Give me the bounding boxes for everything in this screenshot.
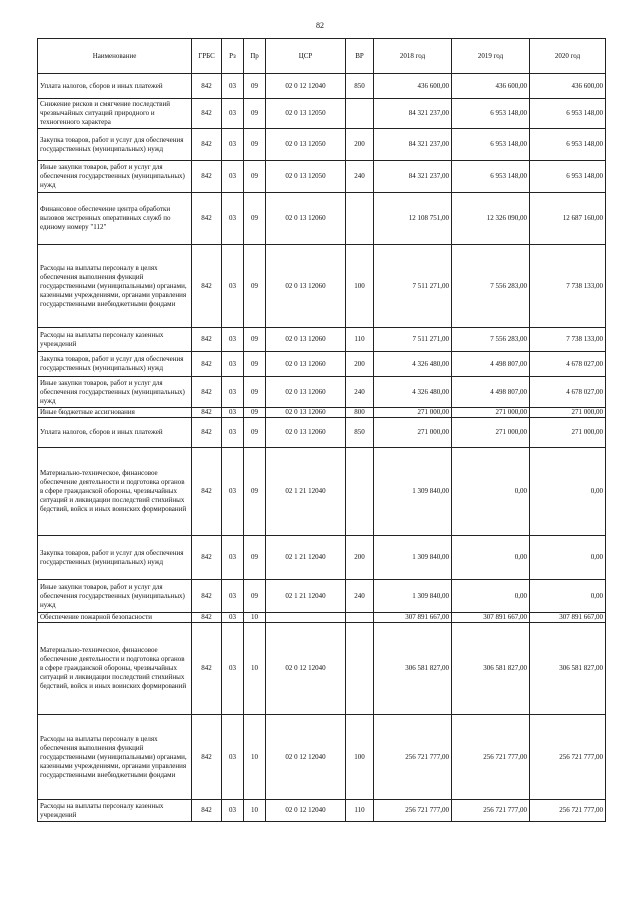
row-name-cell: Иные закупки товаров, работ и услуг для обеспечения государственных (муниципальных) нужд bbox=[38, 580, 192, 613]
row-rz-cell: 03 bbox=[222, 580, 244, 613]
row-grbs-cell: 842 bbox=[192, 715, 222, 800]
row-vr-cell bbox=[346, 193, 374, 245]
row-name-cell: Иные закупки товаров, работ и услуг для обеспечения государственных (муниципальных) нужд bbox=[38, 377, 192, 408]
row-2018-cell: 4 326 480,00 bbox=[374, 352, 452, 377]
row-vr-cell: 200 bbox=[346, 536, 374, 580]
table-row bbox=[38, 536, 606, 580]
row-grbs-cell: 842 bbox=[192, 99, 222, 129]
row-2019-cell: 7 556 283,00 bbox=[452, 328, 530, 352]
row-2019-cell: 256 721 777,00 bbox=[452, 800, 530, 822]
table-row bbox=[38, 580, 606, 613]
row-rz-cell: 03 bbox=[222, 800, 244, 822]
row-2019-cell: 4 498 807,00 bbox=[452, 377, 530, 408]
row-rz-cell: 03 bbox=[222, 193, 244, 245]
row-pr-cell: 09 bbox=[244, 193, 266, 245]
row-grbs-cell: 842 bbox=[192, 800, 222, 822]
row-name-cell: Финансовое обеспечение центра обработки вызовов экстренных оперативных служб по единому номеру "112" bbox=[38, 193, 192, 245]
row-2018-cell: 271 000,00 bbox=[374, 418, 452, 448]
row-pr-cell: 10 bbox=[244, 623, 266, 715]
row-csr-cell: 02 0 13 12050 bbox=[266, 161, 346, 193]
table-row bbox=[38, 448, 606, 536]
row-2020-cell: 4 678 027,00 bbox=[530, 352, 606, 377]
row-2018-cell: 84 321 237,00 bbox=[374, 99, 452, 129]
header-rz: Рз bbox=[222, 39, 244, 74]
row-2019-cell: 6 953 148,00 bbox=[452, 129, 530, 161]
row-pr-cell: 09 bbox=[244, 352, 266, 377]
row-2019-cell: 0,00 bbox=[452, 448, 530, 536]
row-name-cell: Расходы на выплаты персоналу в целях обеспечения выполнения функций государственными (муниципальными) органами, казенными учреждениями, органами управления государственными внебюджетными фондами bbox=[38, 715, 192, 800]
row-vr-cell bbox=[346, 623, 374, 715]
row-2020-cell: 436 600,00 bbox=[530, 74, 606, 99]
row-2019-cell: 6 953 148,00 bbox=[452, 99, 530, 129]
row-2019-cell: 436 600,00 bbox=[452, 74, 530, 99]
row-2019-cell: 4 498 807,00 bbox=[452, 352, 530, 377]
row-grbs-cell: 842 bbox=[192, 129, 222, 161]
row-pr-cell: 09 bbox=[244, 580, 266, 613]
row-vr-cell: 200 bbox=[346, 129, 374, 161]
row-rz-cell: 03 bbox=[222, 74, 244, 99]
row-2018-cell: 1 309 840,00 bbox=[374, 536, 452, 580]
row-csr-cell: 02 0 12 12040 bbox=[266, 623, 346, 715]
row-2018-cell: 84 321 237,00 bbox=[374, 129, 452, 161]
row-rz-cell: 03 bbox=[222, 448, 244, 536]
row-2018-cell: 1 309 840,00 bbox=[374, 580, 452, 613]
row-grbs-cell: 842 bbox=[192, 161, 222, 193]
row-name-cell: Уплата налогов, сборов и иных платежей bbox=[38, 74, 192, 99]
row-2018-cell: 256 721 777,00 bbox=[374, 715, 452, 800]
row-2018-cell: 12 108 751,00 bbox=[374, 193, 452, 245]
row-grbs-cell: 842 bbox=[192, 245, 222, 328]
row-name-cell: Обеспечение пожарной безопасности bbox=[38, 613, 192, 623]
row-csr-cell bbox=[266, 613, 346, 623]
row-2019-cell: 307 891 667,00 bbox=[452, 613, 530, 623]
row-2020-cell: 271 000,00 bbox=[530, 408, 606, 418]
row-2019-cell: 12 326 090,00 bbox=[452, 193, 530, 245]
row-2020-cell: 0,00 bbox=[530, 580, 606, 613]
row-rz-cell: 03 bbox=[222, 161, 244, 193]
table-row bbox=[38, 161, 606, 193]
row-2020-cell: 7 738 133,00 bbox=[530, 245, 606, 328]
row-grbs-cell: 842 bbox=[192, 448, 222, 536]
table-row bbox=[38, 193, 606, 245]
table-row bbox=[38, 613, 606, 623]
header-name: Наименование bbox=[38, 39, 192, 74]
row-rz-cell: 03 bbox=[222, 377, 244, 408]
row-2020-cell: 307 891 667,00 bbox=[530, 613, 606, 623]
row-2019-cell: 7 556 283,00 bbox=[452, 245, 530, 328]
row-vr-cell: 240 bbox=[346, 580, 374, 613]
row-vr-cell: 240 bbox=[346, 377, 374, 408]
row-grbs-cell: 842 bbox=[192, 580, 222, 613]
table-row bbox=[38, 129, 606, 161]
table-row bbox=[38, 377, 606, 408]
row-2018-cell: 7 511 271,00 bbox=[374, 245, 452, 328]
row-pr-cell: 09 bbox=[244, 448, 266, 536]
row-name-cell: Иные бюджетные ассигнования bbox=[38, 408, 192, 418]
row-grbs-cell: 842 bbox=[192, 418, 222, 448]
row-rz-cell: 03 bbox=[222, 715, 244, 800]
row-2019-cell: 6 953 148,00 bbox=[452, 161, 530, 193]
row-vr-cell: 200 bbox=[346, 352, 374, 377]
table-row bbox=[38, 352, 606, 377]
table-row bbox=[38, 74, 606, 99]
row-pr-cell: 09 bbox=[244, 377, 266, 408]
row-2018-cell: 436 600,00 bbox=[374, 74, 452, 99]
row-2018-cell: 1 309 840,00 bbox=[374, 448, 452, 536]
row-2020-cell: 0,00 bbox=[530, 536, 606, 580]
row-rz-cell: 03 bbox=[222, 129, 244, 161]
row-2020-cell: 12 687 160,00 bbox=[530, 193, 606, 245]
row-grbs-cell: 842 bbox=[192, 623, 222, 715]
row-pr-cell: 09 bbox=[244, 536, 266, 580]
row-grbs-cell: 842 bbox=[192, 613, 222, 623]
row-vr-cell: 240 bbox=[346, 161, 374, 193]
row-2020-cell: 6 953 148,00 bbox=[530, 129, 606, 161]
header-vr: ВР bbox=[346, 39, 374, 74]
table-row bbox=[38, 328, 606, 352]
row-csr-cell: 02 0 13 12060 bbox=[266, 408, 346, 418]
row-rz-cell: 03 bbox=[222, 408, 244, 418]
row-2020-cell: 0,00 bbox=[530, 448, 606, 536]
row-2020-cell: 4 678 027,00 bbox=[530, 377, 606, 408]
row-grbs-cell: 842 bbox=[192, 377, 222, 408]
row-2018-cell: 84 321 237,00 bbox=[374, 161, 452, 193]
row-name-cell: Снижение рисков и смягчение последствий чрезвычайных ситуаций природного и техногенного характера bbox=[38, 99, 192, 129]
row-rz-cell: 03 bbox=[222, 352, 244, 377]
row-2020-cell: 6 953 148,00 bbox=[530, 161, 606, 193]
table-row bbox=[38, 715, 606, 800]
table-row bbox=[38, 623, 606, 715]
row-name-cell: Расходы на выплаты персоналу в целях обеспечения выполнения функций государственными (муниципальными) органами, казенными учреждениями, органами управления государственными внебюджетными фондами bbox=[38, 245, 192, 328]
row-grbs-cell: 842 bbox=[192, 408, 222, 418]
row-name-cell: Материально-техническое, финансовое обеспечение деятельности и подготовка органов в сфере гражданской обороны, чрезвычайных ситуаций и ликвидации последствий стихийных бедствий, войск и иных воинских формирований bbox=[38, 448, 192, 536]
row-name-cell: Закупка товаров, работ и услуг для обеспечения государственных (муниципальных) нужд bbox=[38, 129, 192, 161]
row-name-cell: Уплата налогов, сборов и иных платежей bbox=[38, 418, 192, 448]
row-grbs-cell: 842 bbox=[192, 328, 222, 352]
row-rz-cell: 03 bbox=[222, 328, 244, 352]
row-pr-cell: 09 bbox=[244, 328, 266, 352]
row-grbs-cell: 842 bbox=[192, 74, 222, 99]
row-pr-cell: 10 bbox=[244, 715, 266, 800]
row-2020-cell: 306 581 827,00 bbox=[530, 623, 606, 715]
header-2020: 2020 год bbox=[530, 39, 606, 74]
row-pr-cell: 09 bbox=[244, 74, 266, 99]
row-grbs-cell: 842 bbox=[192, 193, 222, 245]
row-pr-cell: 09 bbox=[244, 161, 266, 193]
row-2020-cell: 6 953 148,00 bbox=[530, 99, 606, 129]
table-row bbox=[38, 418, 606, 448]
header-pr: Пр bbox=[244, 39, 266, 74]
row-rz-cell: 03 bbox=[222, 99, 244, 129]
row-csr-cell: 02 0 12 12040 bbox=[266, 715, 346, 800]
header-grbs: ГРБС bbox=[192, 39, 222, 74]
row-grbs-cell: 842 bbox=[192, 352, 222, 377]
row-rz-cell: 03 bbox=[222, 623, 244, 715]
row-csr-cell: 02 0 12 12040 bbox=[266, 800, 346, 822]
row-vr-cell bbox=[346, 99, 374, 129]
row-csr-cell: 02 1 21 12040 bbox=[266, 448, 346, 536]
row-csr-cell: 02 0 13 12050 bbox=[266, 129, 346, 161]
row-pr-cell: 10 bbox=[244, 613, 266, 623]
row-name-cell: Закупка товаров, работ и услуг для обеспечения государственных (муниципальных) нужд bbox=[38, 536, 192, 580]
row-2019-cell: 306 581 827,00 bbox=[452, 623, 530, 715]
row-csr-cell: 02 0 13 12060 bbox=[266, 418, 346, 448]
row-vr-cell: 100 bbox=[346, 715, 374, 800]
row-2020-cell: 7 738 133,00 bbox=[530, 328, 606, 352]
row-2020-cell: 256 721 777,00 bbox=[530, 715, 606, 800]
row-2018-cell: 4 326 480,00 bbox=[374, 377, 452, 408]
table-row bbox=[38, 99, 606, 129]
row-csr-cell: 02 0 12 12040 bbox=[266, 74, 346, 99]
row-2019-cell: 271 000,00 bbox=[452, 408, 530, 418]
row-2018-cell: 271 000,00 bbox=[374, 408, 452, 418]
row-2019-cell: 0,00 bbox=[452, 580, 530, 613]
row-2018-cell: 306 581 827,00 bbox=[374, 623, 452, 715]
row-vr-cell bbox=[346, 613, 374, 623]
row-csr-cell: 02 0 13 12060 bbox=[266, 352, 346, 377]
row-rz-cell: 03 bbox=[222, 245, 244, 328]
header-2019: 2019 год bbox=[452, 39, 530, 74]
row-name-cell: Расходы на выплаты персоналу казенных учреждений bbox=[38, 800, 192, 822]
table-row bbox=[38, 245, 606, 328]
row-vr-cell bbox=[346, 448, 374, 536]
row-name-cell: Материально-техническое, финансовое обеспечение деятельности и подготовка органов в сфере гражданской обороны, чрезвычайных ситуаций и ликвидации последствий стихийных бедствий, войск и иных воинских формирований bbox=[38, 623, 192, 715]
row-pr-cell: 10 bbox=[244, 800, 266, 822]
row-rz-cell: 03 bbox=[222, 536, 244, 580]
row-vr-cell: 850 bbox=[346, 418, 374, 448]
row-pr-cell: 09 bbox=[244, 418, 266, 448]
row-2019-cell: 271 000,00 bbox=[452, 418, 530, 448]
row-csr-cell: 02 0 13 12050 bbox=[266, 99, 346, 129]
row-grbs-cell: 842 bbox=[192, 536, 222, 580]
table-header-row bbox=[38, 39, 606, 74]
row-vr-cell: 100 bbox=[346, 245, 374, 328]
row-pr-cell: 09 bbox=[244, 99, 266, 129]
budget-table bbox=[37, 38, 606, 822]
row-2019-cell: 0,00 bbox=[452, 536, 530, 580]
header-csr: ЦСР bbox=[266, 39, 346, 74]
row-name-cell: Иные закупки товаров, работ и услуг для обеспечения государственных (муниципальных) нужд bbox=[38, 161, 192, 193]
row-vr-cell: 110 bbox=[346, 328, 374, 352]
row-2018-cell: 256 721 777,00 bbox=[374, 800, 452, 822]
row-vr-cell: 110 bbox=[346, 800, 374, 822]
row-2020-cell: 256 721 777,00 bbox=[530, 800, 606, 822]
row-csr-cell: 02 0 13 12060 bbox=[266, 193, 346, 245]
row-2019-cell: 256 721 777,00 bbox=[452, 715, 530, 800]
row-csr-cell: 02 1 21 12040 bbox=[266, 580, 346, 613]
row-rz-cell: 03 bbox=[222, 613, 244, 623]
row-vr-cell: 800 bbox=[346, 408, 374, 418]
row-pr-cell: 09 bbox=[244, 408, 266, 418]
row-rz-cell: 03 bbox=[222, 418, 244, 448]
page-number: 82 bbox=[316, 21, 324, 30]
row-2018-cell: 7 511 271,00 bbox=[374, 328, 452, 352]
row-pr-cell: 09 bbox=[244, 129, 266, 161]
row-csr-cell: 02 0 13 12060 bbox=[266, 245, 346, 328]
row-name-cell: Расходы на выплаты персоналу казенных учреждений bbox=[38, 328, 192, 352]
row-vr-cell: 850 bbox=[346, 74, 374, 99]
row-csr-cell: 02 0 13 12060 bbox=[266, 377, 346, 408]
row-2018-cell: 307 891 667,00 bbox=[374, 613, 452, 623]
table-row bbox=[38, 800, 606, 822]
row-pr-cell: 09 bbox=[244, 245, 266, 328]
table-row bbox=[38, 408, 606, 418]
row-csr-cell: 02 1 21 12040 bbox=[266, 536, 346, 580]
row-name-cell: Закупка товаров, работ и услуг для обеспечения государственных (муниципальных) нужд bbox=[38, 352, 192, 377]
row-2020-cell: 271 000,00 bbox=[530, 418, 606, 448]
row-csr-cell: 02 0 13 12060 bbox=[266, 328, 346, 352]
header-2018: 2018 год bbox=[374, 39, 452, 74]
table-body bbox=[38, 74, 606, 822]
